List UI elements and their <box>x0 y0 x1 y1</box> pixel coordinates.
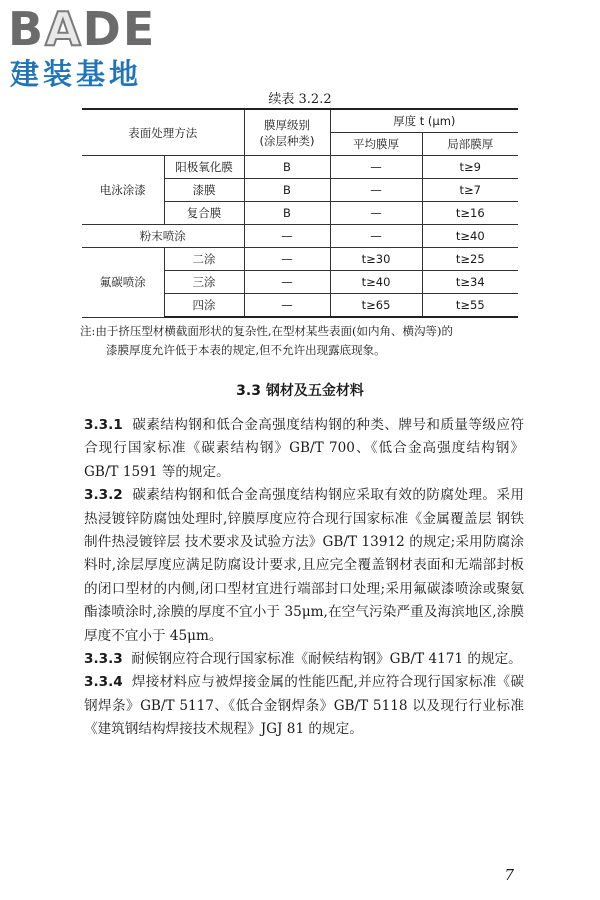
site-logo <box>8 2 178 94</box>
header-avg: 平均膜厚 <box>330 133 422 156</box>
clauses-body <box>84 414 524 742</box>
table-header-row <box>82 109 518 133</box>
table-row: 电泳涂漆 阳极氧化膜 B — t≥9 <box>82 156 518 179</box>
page-number: 7 <box>504 866 514 884</box>
table-row: 粉末喷涂 — — t≥40 <box>82 225 518 248</box>
logo-tagline: 建装基地 <box>10 57 143 91</box>
clause-3-3-4: 3.3.4 焊接材料应与被焊接金属的性能匹配,并应符合现行国家标准《碳钢焊条》GB/T 5117、《低合金钢焊条》GB/T 5118 以及现行行业标准《建筑钢结构焊接技术规程》JGJ 81 的规定。 <box>84 674 524 738</box>
logo-a-mark: A <box>45 2 83 56</box>
table-caption: 续表 3.2.2 <box>268 92 332 107</box>
clause-3-3-3: 3.3.3 耐候钢应符合现行国家标准《耐候结构钢》GB/T 4171 的规定。 <box>84 651 522 668</box>
group-powder: 粉末喷涂 <box>82 225 244 248</box>
clause-3-3-2: 3.3.2 碳素结构钢和低合金高强度结构钢应采取有效的防腐处理。采用热浸镀锌防腐蚀处理时,锌膜厚度应符合现行国家标准《金属覆盖层 钢铁制件热浸镀锌层 技术要求及试验方法》GB/T 13912 的规定;采用防腐涂料时,涂层厚度应满足防腐设计要求,且应完全覆盖钢材表面和无端部封板的闭口型材的内侧,闭口型材宜进行端部封口处理;采用氟碳漆喷涂或聚氨酯漆喷涂时,涂膜的厚度不宜小于 35μm,在空气污染严重及海滨地区,涂膜厚度不宜小于 45μm。 <box>84 487 524 644</box>
table-row: 复合膜 B — t≥16 <box>82 202 518 225</box>
logo-wordmark: BADE <box>8 2 157 56</box>
header-grade: 膜厚级别 (涂层种类) <box>244 109 330 156</box>
header-local: 局部膜厚 <box>422 133 518 156</box>
section-title: 3.3 钢材及五金材料 <box>236 383 364 399</box>
table-note: 注:由于挤压型材横截面形状的复杂性,在型材某些表面(如内角、横沟等)的 漆膜厚度允许低于本表的规定,但不允许出现露底现象。 <box>80 324 453 357</box>
table-row: 漆膜 B — t≥7 <box>82 179 518 202</box>
coating-thickness-table <box>82 108 518 318</box>
group-fluoro: 氟碳喷涂 <box>82 248 164 318</box>
table-row: 四涂 — t≥65 t≥55 <box>82 294 518 318</box>
header-thickness: 厚度 t (μm) <box>330 109 518 133</box>
table-row: 氟碳喷涂 二涂 — t≥30 t≥25 <box>82 248 518 271</box>
table-row: 三涂 — t≥40 t≥34 <box>82 271 518 294</box>
header-method: 表面处理方法 <box>82 109 244 156</box>
group-electro: 电泳涂漆 <box>82 156 164 225</box>
clause-3-3-1: 3.3.1 碳素结构钢和低合金高强度结构钢的种类、牌号和质量等级应符合现行国家标准《碳素结构钢》GB/T 700、《低合金高强度结构钢》GB/T 1591 等的规定。 <box>84 417 524 480</box>
